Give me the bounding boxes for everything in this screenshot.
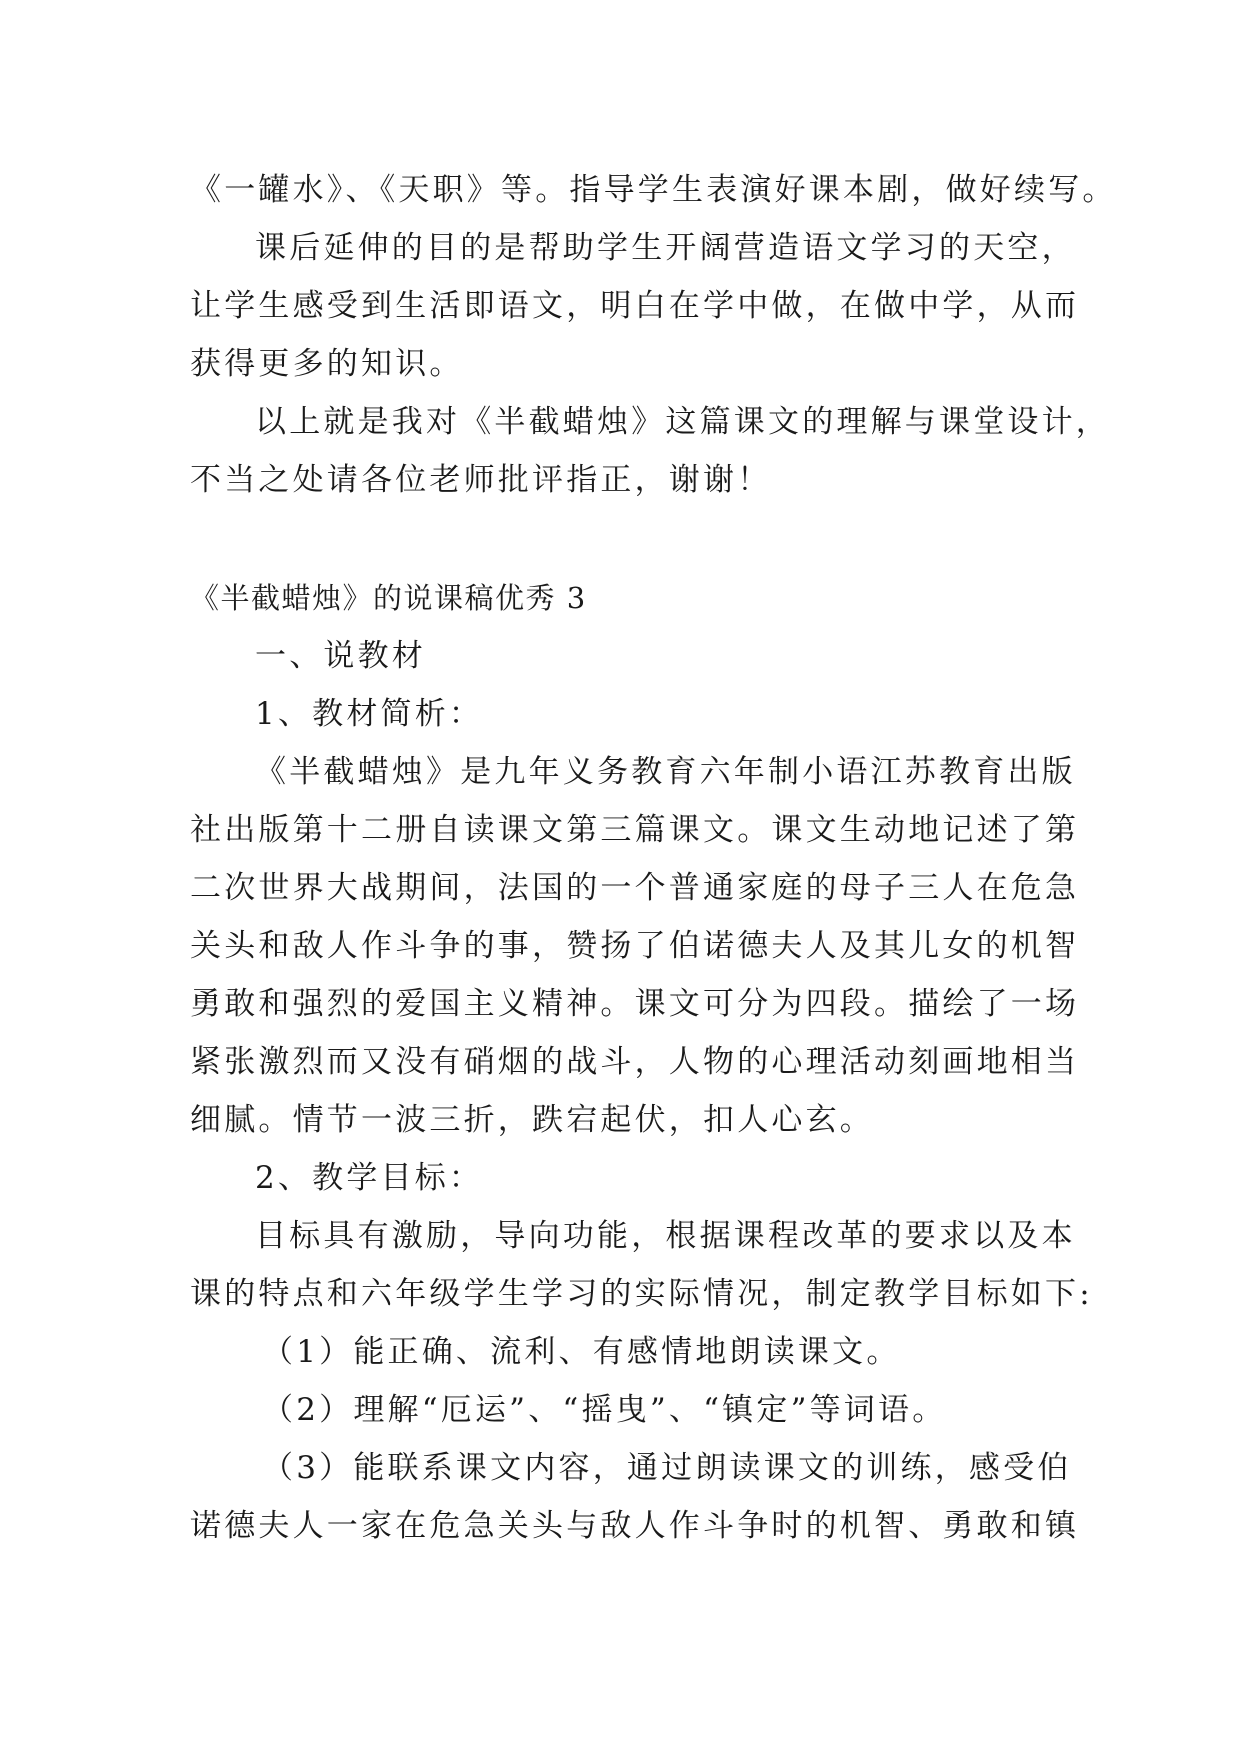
paragraph-line: 勇敢和强烈的爱国主义精神。课文可分为四段。描绘了一场 [190, 986, 1080, 1022]
list-item: （1）能正确、流利、有感情地朗读课文。 [262, 1334, 901, 1370]
paragraph-line: 二次世界大战期间，法国的一个普通家庭的母子三人在危急 [190, 870, 1080, 906]
paragraph-line: 课后延伸的目的是帮助学生开阔营造语文学习的天空， [255, 230, 1076, 266]
paragraph-line: 社出版第十二册自读课文第三篇课文。课文生动地记述了第 [190, 812, 1080, 848]
section-title: 《半截蜡烛》的说课稿优秀 3 [190, 581, 587, 615]
paragraph-line: 课的特点和六年级学生学习的实际情况，制定教学目标如下: [190, 1276, 1093, 1312]
paragraph-line: 《一罐水》、《天职》等。指导学生表演好课本剧，做好续写。 [190, 172, 1117, 208]
paragraph-line: 紧张激烈而又没有硝烟的战斗，人物的心理活动刻画地相当 [190, 1044, 1080, 1080]
paragraph-line: 以上就是我对《半截蜡烛》这篇课文的理解与课堂设计， [255, 404, 1110, 440]
list-item: （3）能联系课文内容，通过朗读课文的训练，感受伯 [262, 1450, 1072, 1486]
paragraph-line: 《半截蜡烛》是九年义务教育六年制小语江苏教育出版 [255, 754, 1076, 790]
paragraph-line: 目标具有激励，导向功能，根据课程改革的要求以及本 [255, 1218, 1076, 1254]
paragraph-line: 诺德夫人一家在危急关头与敌人作斗争时的机智、勇敢和镇 [190, 1508, 1080, 1544]
list-item: （2）理解“厄运”、“摇曳”、“镇定”等词语。 [262, 1392, 947, 1428]
subheading: 一、说教材 [255, 638, 426, 674]
paragraph-line: 让学生感受到生活即语文，明白在学中做，在做中学，从而 [190, 288, 1080, 324]
paragraph-line: 获得更多的知识。 [190, 346, 464, 382]
subheading: 2、教学目标： [255, 1160, 484, 1196]
subheading: 1、教材简析： [255, 696, 484, 732]
paragraph-line: 关头和敌人作斗争的事，赞扬了伯诺德夫人及其儿女的机智 [190, 928, 1080, 964]
paragraph-line: 细腻。情节一波三折，跌宕起伏，扣人心玄。 [190, 1102, 874, 1138]
paragraph-line: 不当之处请各位老师批评指正，谢谢！ [190, 462, 772, 498]
